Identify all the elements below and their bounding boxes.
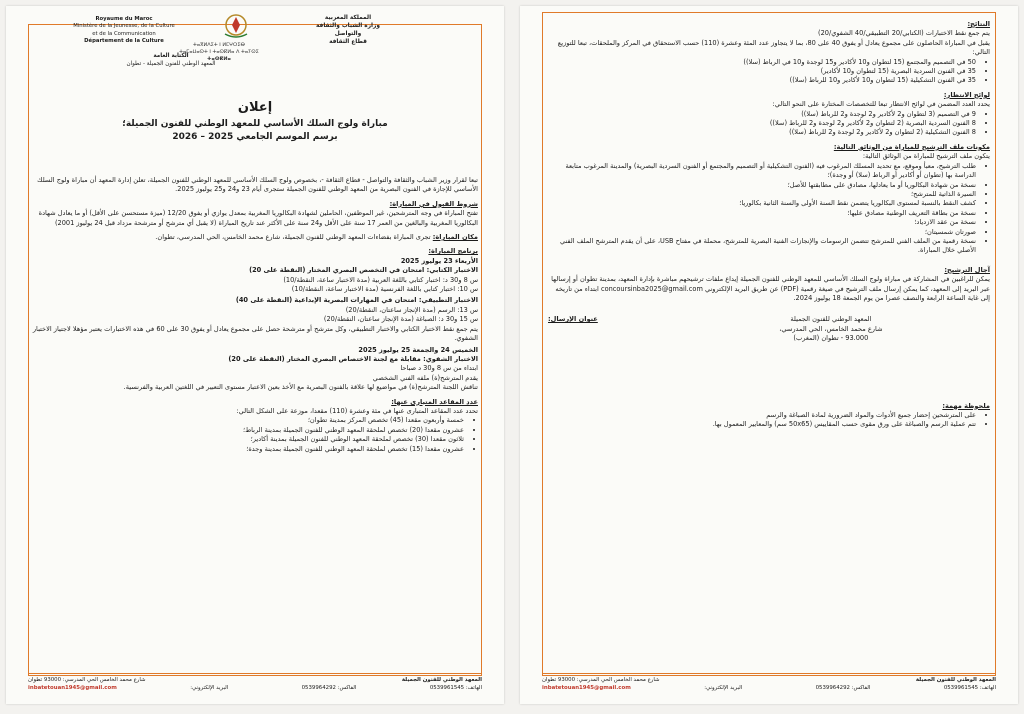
results-line: يقبل في المباراة الحاصلون على مجموع يعادل أو يفوق 40 على 80، بما لا يتجاوز عدد المئة وعشرة (110) حسب الاستحقاق في المركز والملحقات، تبعا للتوزيع التالي: — [557, 38, 990, 57]
intro-paragraph: تبعا لقرار وزير الشباب والثقافة والتواصل - قطاع الثقافة -، بخصوص ولوج السلك الأساسي للمعهد الوطني للفنون الجميلة، تعلن إدارة المعهد أن مباراة ولوج السلك الأساسي للإجازة في الفنون البصرية من المعهد الوطني للفنون الجميلة ستجرى أيام 23 و24 و25 يوليوز 2025. — [37, 176, 478, 194]
waitlist-intro: يحدد العدد المضمن في لوائح الانتظار تبعا للتخصصات المختارة على النحو التالي: — [772, 100, 990, 109]
practical-item: س 15 و30 د: الصباغة (مدة الإنجاز ساعتان، النقطة/20) — [323, 315, 478, 324]
list-item: • 8 الفنون التشكيلية (2 لتطوان و2 لأكادير و2 لوجدة و2 للرباط (سلا)) — [548, 128, 976, 137]
deadline-text: يمكن للراغبين في المشاركة في مباراة ولوج السلك الأساسي للمعهد الوطني للفنون الجميلة إيداع ملفات ترشيحهم مباشرة بإدارة المعهد، بمدينة تطوان أو إرسالها عبر البريد إلى المعهد، كما يمكن إرسال ملف الترشيح في صيغة رقمية (PDF) عن طريق البريد الإلكتروني concoursinba2025@gmail.com ابتداء من تاريخه إلى غاية الساعة الرابعة والنصف عصرا من يوم الجمعة 18 يوليوز 2024. — [551, 275, 990, 302]
day1-heading: الأربعاء 23 يوليوز 2025 — [400, 256, 478, 265]
address-lines: المعهد الوطني للفنون الجميلة شارع محمد الخامس، الحي المدرسي، 93.000 - تطوان (المغرب) — [779, 315, 883, 343]
oral-note: تناقش اللجنة المترشح(ة) في مواضيع لها علاقة بالفنون البصرية مع الأخذ بعين الاعتبار مستوى التعبير في اللغتين العربية والفرنسية. — [123, 383, 478, 392]
results-heading: النتائج: — [967, 20, 990, 28]
seats-heading: عدد المقاعد المتبارى عنها: — [391, 397, 478, 406]
header-arabic: المملكة المغربية وزارة الشباب والثقافة والتواصل قطاع الثقافة — [316, 15, 380, 45]
waitlist-heading: لوائح الانتظار: — [943, 90, 990, 99]
footer-fax: الفاكس: 0539964292 — [815, 685, 871, 691]
header-institute: الكتابة العامة المعهد الوطني للفنون الجميلة - تطوان — [126, 53, 216, 67]
footer-institute: المعهد الوطني للفنون الجميلة — [915, 677, 996, 683]
footer-institute: المعهد الوطني للفنون الجميلة — [401, 677, 482, 683]
list-item: • خمسة وأربعون مقعدا (45) تخصص المركز بمدينة تطوان؛ — [32, 416, 464, 425]
practical-test-heading: الاختبار التطبيقي: امتحان في المهارات البصرية الإبداعية (النقطة على 40) — [235, 296, 478, 305]
docs-list — [548, 162, 990, 256]
right-body — [548, 20, 990, 430]
place-block — [32, 233, 478, 242]
written-test-heading: الاختبار الكتابي: امتحان في التخصص البصري المختار (النقطة على 20) — [249, 266, 478, 275]
list-item: • على المترشحين إحضار جميع الأدوات والمواد الضرورية لمادة الصباغة والرسم — [548, 411, 976, 420]
footer-email-label: البريد الإلكتروني: — [190, 685, 229, 691]
list-item: • 35 في الفنون السردية البصرية (15 لتطوان و10 لأكادير) — [548, 67, 976, 76]
list-item: • كشف النقط بالنسبة لمستوى البكالوريا يتضمن نقط السنة الأولى والسنة الثانية بكالوريا؛ — [548, 199, 976, 208]
practical-note: يتم جمع نقط الاختبار الكتابي والاختبار التطبيقي، وكل مترشح أو مترشحة حصل على مجموع يعادل أو يفوق 30 على 60 في هذه الاختبارات يعتبر مؤهلا لاجتياز الاختبار الشفوي. — [32, 324, 478, 343]
list-item: • تتم عملية الرسم والصباغة على ورق مقوى حسب المقاييس (50x65 سم) والمعايير المعمول بها. — [548, 420, 976, 429]
right-footer — [542, 673, 996, 692]
list-item: • نسخة من شهادة البكالوريا أو ما يعادلها، مصادق على مطابقتها للأصل؛ — [548, 181, 976, 190]
day2-heading: الخميس 24 والجمعة 25 يوليوز 2025 — [358, 345, 478, 354]
list-item: • السيرة الذاتية للمترشح؛ — [548, 190, 976, 199]
list-item: • عشرون مقعدا (20) تخصص لملحقة المعهد الوطني للفنون الجميلة بمدينة الرباط؛ — [32, 426, 464, 435]
list-item: • ثلاثون مقعدا (30) تخصص لملحقة المعهد الوطني للفنون الجميلة بمدينة أكادير؛ — [32, 435, 464, 444]
practical-item: س 13: الرسم (مدة الإنجاز ساعتان، النقطة/20) — [345, 305, 478, 314]
footer-street: شارع محمد الخامس الحي المدرسي: 93000 تطوان — [542, 677, 660, 683]
list-item: • عشرون مقعدا (15) تخصص لملحقة المعهد الوطني للفنون الجميلة بمدينة وجدة؛ — [32, 445, 464, 454]
oral-item: ابتداء من س 8 و30 د صباحا — [400, 364, 478, 373]
list-item: • 8 الفنون السردية البصرية (2 لتطوان و2 لأكادير و2 لوجدة و2 للرباط (سلا)) — [548, 119, 976, 128]
list-item: • 50 في التصميم والمجتمع (15 لتطوان و10 لأكادير و15 لوجدة و10 في الرباط (سلا)) — [548, 58, 976, 67]
oral-item: يقدم المترشح(ة) ملفه الفني الشخصي — [372, 373, 478, 382]
header-tifinagh: ⵜⴰⴳⵍⴷⵉⵜ ⵏ ⵍⵎⵖⵔⵉⴱ ⵜⴰⵎⴰⵡⴰⵙⵜ ⵏ ⵜⴰⵙⴽⵍⴰ ⴷ ⵜⴰⵢⵙⵉ ⵜⴰⵙⴽⵍⴰ — [179, 42, 259, 62]
conditions-heading: شروط القبول في المباراة: — [389, 199, 478, 208]
list-item: • نسخة رقمية من الملف الفني للمترشح تتضمن الرسومات والإنجازات الفنية البصرية للمترشح، محملة في مفتاح USB، على أن يقدم المترشح الملف الفني الأصلي خلال المباراة. — [548, 237, 976, 256]
seats-intro: تحدد عدد المقاعد المتبارى عنها في مئة وعشرة (110) مقعدا، موزعة على الشكل التالي: — [236, 406, 478, 415]
list-item: • 9 في التصميم (3 لتطوان و2 لأكادير و2 لوجدة و2 للرباط (سلا)) — [548, 110, 976, 119]
footer-email-label: البريد الإلكتروني: — [704, 685, 743, 691]
footer-email: inbatetouan1945@gmail.com — [28, 685, 117, 691]
program-heading: برنامج المباراة: — [428, 247, 478, 256]
footer-fax: الفاكس: 0539964292 — [301, 685, 357, 691]
left-footer — [28, 673, 482, 692]
right-page — [520, 6, 1018, 704]
place-heading: مكان المباراة: — [432, 233, 478, 242]
list-item: • نسخة من عقد الازدياد؛ — [548, 218, 976, 227]
emblem-icon — [221, 12, 251, 40]
results-list — [548, 58, 990, 86]
docs-intro: يتكون ملف الترشيح للمباراة من الوثائق التالية: — [862, 152, 990, 161]
results-line: يتم جمع نقط الاختبارات (الكتابي/20 التطبيقي/40 الشفوي/20) — [818, 29, 990, 38]
conditions-text: تفتح المباراة في وجه المترشحين، غير الموظفين، الحاملين لشهادة البكالوريا المغربية بمعدل يوازي أو يفوق 12/20 (ميزة مستحسن على الأقل) أو ما يعادل شهادة البكالوريا المغربية والبالغين من العمر 17 سنة على الأقل و24 سنة على الأكثر عند تاريخ المباراة (لا يقبل أي مترشح أو مترشحة مزداد قبل 24 يوليوز 2001) — [38, 209, 478, 227]
place-text: تجرى المباراة بفضاءات المعهد الوطني للفنون الجميلة، شارع محمد الخامس، الحي المدرسي، تطوان. — [155, 233, 431, 242]
footer-phone: الهاتف: 0539961545 — [943, 685, 996, 691]
list-item: • 35 في الفنون التشكيلية (15 لتطوان و10 لأكادير و10 للرباط (سلا)) — [548, 76, 976, 85]
address-block — [548, 315, 990, 343]
written-item: س 10: اختبار كتابي باللغة الفرنسية (مدة الاختبار ساعة، النقطة/10) — [291, 285, 478, 294]
left-body — [32, 176, 478, 454]
list-item: • طلب الترشيح، معبأ وموقع، مع تحديد المسلك المرغوب فيه (الفنون التشكيلية أو التصميم والمجتمع أو الفنون السردية البصرية) والمدينة المرغوب متابعة الدراسة بها (تطوان أو أكادير أو الرباط (سلا) أو وجدة)؛ — [548, 162, 976, 181]
left-page — [6, 6, 504, 704]
list-item: • نسخة من بطاقة التعريف الوطنية مصادق عليها؛ — [548, 209, 976, 218]
footer-street: شارع محمد الخامس الحي المدرسي: 93000 تطوان — [28, 677, 146, 683]
note-list — [548, 411, 990, 430]
footer-phone: الهاتف: 0539961545 — [429, 685, 482, 691]
list-item: • صورتان شمسيتان؛ — [548, 228, 976, 237]
address-heading: عنوان الإرسال: — [548, 315, 598, 324]
waitlist-list — [548, 110, 990, 138]
footer-email: inbatetouan1945@gmail.com — [542, 685, 631, 691]
announcement-title: إعلان — [237, 100, 273, 115]
deadline-heading: آجال الترشيح: — [944, 265, 990, 274]
written-item: س 8 و30 د: اختبار كتابي باللغة العربية (مدة الاختبار ساعة، النقطة/10) — [283, 275, 478, 284]
seats-list — [32, 416, 478, 454]
note-heading: ملحوظة مهمة: — [942, 401, 990, 410]
announcement-subtitle: مباراة ولوج السلك الأساسي للمعهد الوطني للفنون الجميلة؛ برسم الموسم الجامعي 2025 – 2026 — [122, 119, 388, 142]
header-french: Royaume du Maroc Ministère de la Jeunesse, de la Culture et de la Communication Département de la Culture — [73, 16, 175, 44]
docs-heading: مكونات ملف الترشيح للمباراة من الوثائق التالية: — [833, 142, 990, 151]
oral-test-heading: الاختبار الشفوي: مقابلة مع لجنة الاختصاص البصري المختار (النقطة على 20) — [228, 354, 478, 363]
